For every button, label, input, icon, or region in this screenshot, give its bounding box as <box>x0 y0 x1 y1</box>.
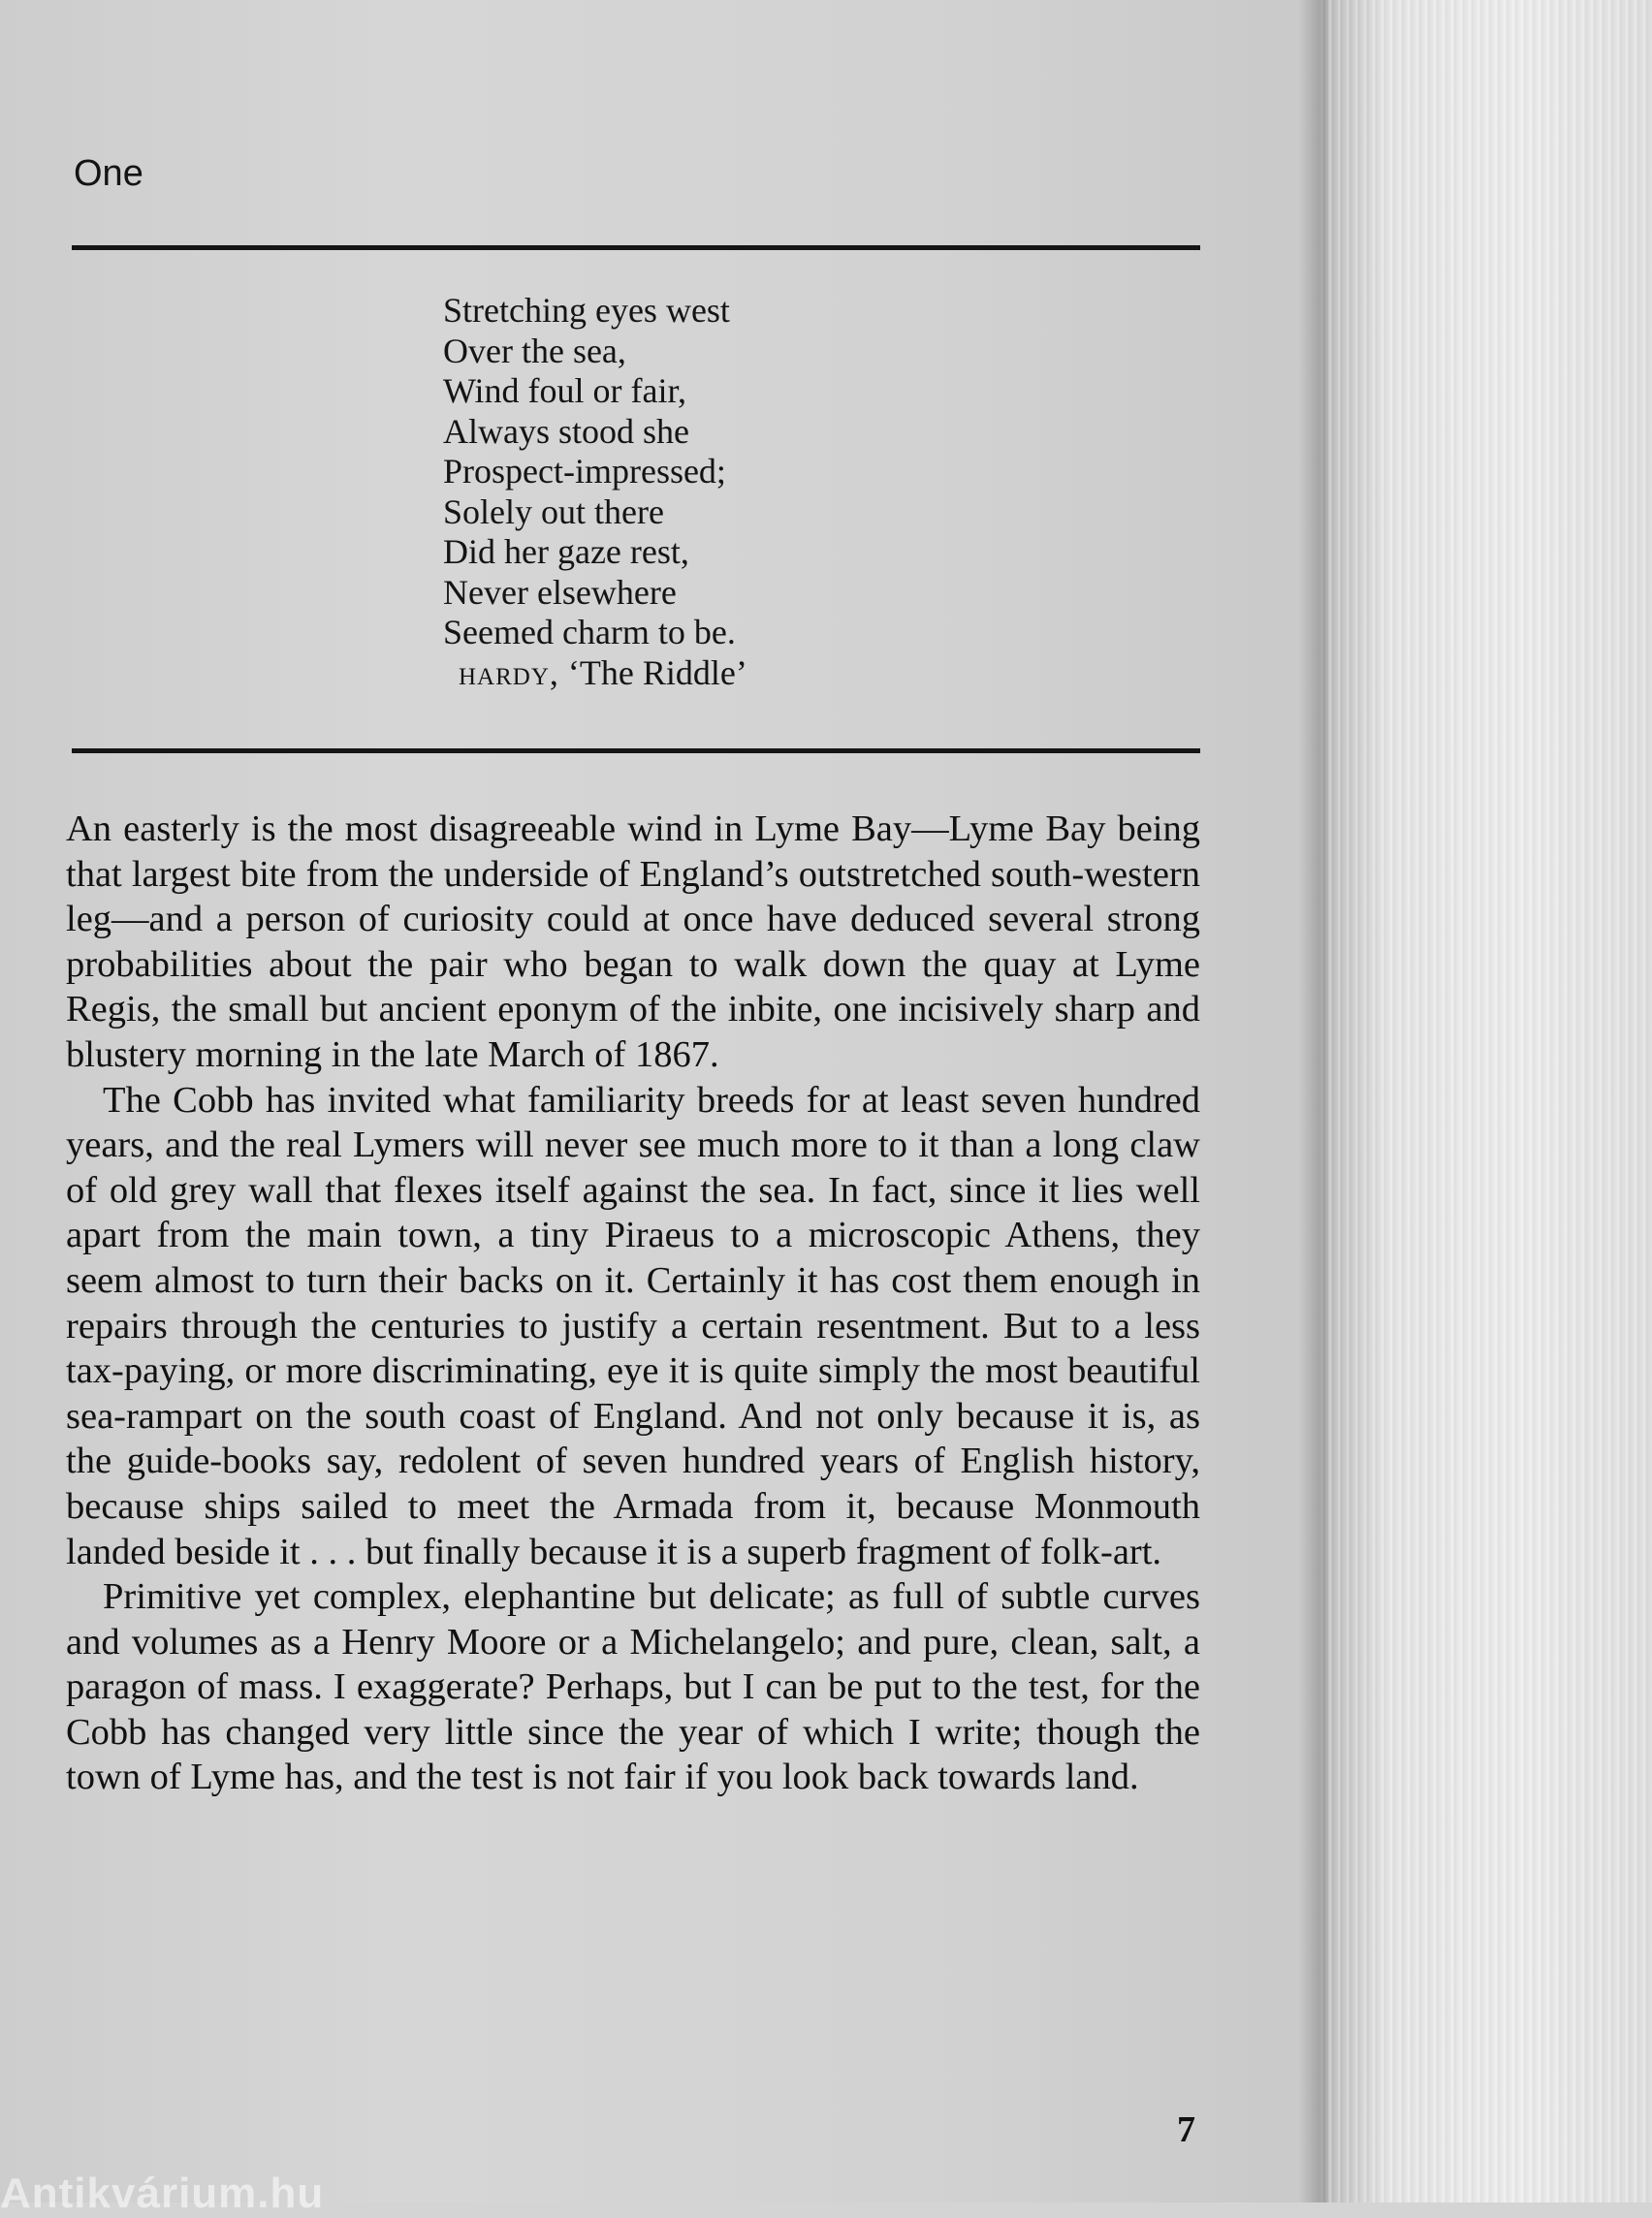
epigraph-line: Did her gaze rest, <box>443 532 689 571</box>
epigraph-line: Seemed charm to be. <box>443 613 736 651</box>
bottom-rule <box>72 748 1200 753</box>
paragraph: Primitive yet complex, elephantine but delicate; as full of subtle curves and volumes as a Henry Moore or a Michelangelo; and pure, clean, salt, a paragon of mass. I exaggerate? Perhaps, but I can be put to the test, for the Cobb has changed very little since the year of which I write; though the town of Lyme has, and the test is not fair if you look back towards land. <box>66 1576 1200 1798</box>
adjacent-page-edge <box>1320 0 1652 2202</box>
epigraph-attribution <box>443 653 747 694</box>
epigraph-line: Stretching eyes west <box>443 291 730 330</box>
epigraph-author: hardy, <box>459 652 559 692</box>
paragraph: The Cobb has invited what familiarity breeds for at least seven hundred years, and the real Lymers will never see much more to it than a long claw of old grey wall that flexes itself against the sea. In fact, since it lies well apart from the main town, a tiny Piraeus to a microscopic Athens, they seem almost to turn their backs on it. Certainly it has cost them enough in repairs through the centuries to justify a certain resentment. But to a less tax-paying, or more discriminating, eye it is quite simply the most beautiful sea-rampart on the south coast of England. And not only because it is, as the guide-books say, redolent of seven hundred years of English history, because ships sailed to meet the Armada from it, because Monmouth landed beside it . . . but finally because it is a superb fragment of folk-art. <box>66 1079 1200 1572</box>
epigraph-line: Never elsewhere <box>443 572 677 612</box>
epigraph-line: Solely out there <box>443 491 664 531</box>
epigraph-line: Always stood she <box>443 411 689 451</box>
page-number: 7 <box>1177 2109 1195 2150</box>
epigraph <box>443 291 747 693</box>
gutter-shadow <box>1299 0 1328 2202</box>
paragraph: An easterly is the most disagreeable wind in Lyme Bay—Lyme Bay being that largest bite from the underside of England’s outstretched south-western leg—and a person of curiosity could at once have deduced several strong probabilities about the pair who began to walk down the quay at Lyme Regis, the small but ancient eponym of the inbite, one incisively sharp and blustery morning in the late March of 1867. <box>66 808 1200 1075</box>
epigraph-work-title: ‘The Riddle’ <box>567 652 747 692</box>
epigraph-line: Prospect-impressed; <box>443 452 726 491</box>
chapter-label: One <box>74 153 143 194</box>
epigraph-line: Wind foul or fair, <box>443 371 687 410</box>
body-text <box>66 807 1200 1800</box>
top-rule <box>72 245 1200 250</box>
watermark: Antikvárium.hu <box>0 2170 325 2217</box>
epigraph-line: Over the sea, <box>443 331 626 370</box>
